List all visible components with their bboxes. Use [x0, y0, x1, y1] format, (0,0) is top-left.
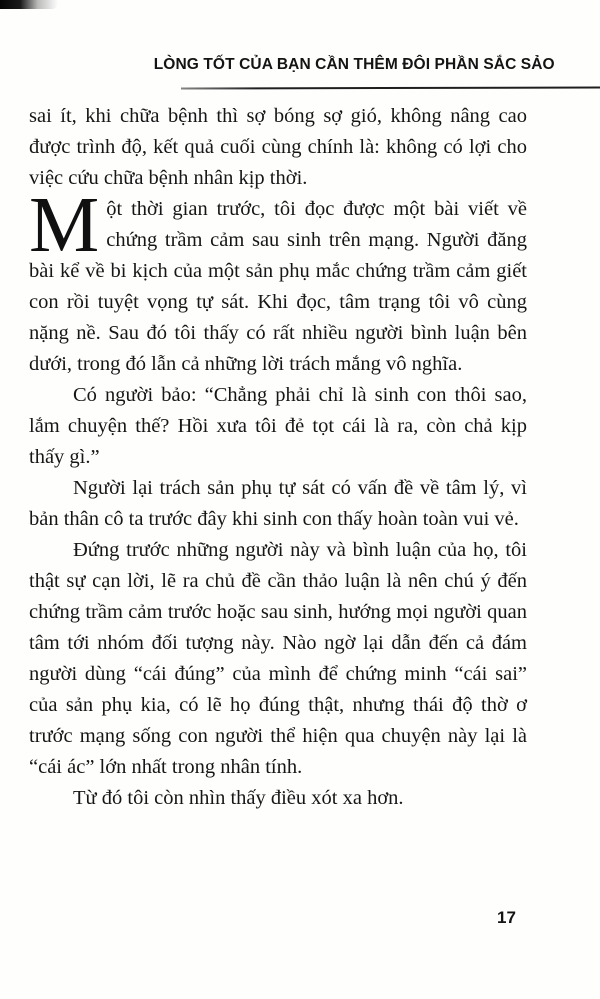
scan-smudge-artifact [0, 0, 58, 9]
drop-cap-letter: M [29, 182, 100, 269]
running-header: LÒNG TỐT CỦA BẠN CẦN THÊM ĐÔI PHẦN SẮC SẢO [153, 56, 555, 73]
paragraph-continuation: sai ít, khi chữa bệnh thì sợ bóng sợ gió, không nâng cao được trình độ, kết quả cuối cùng chính là: không có lợi cho việc cứu chữa bệnh nhân kịp thời. [29, 105, 527, 189]
paragraph: Từ đó tôi còn nhìn thấy điều xót xa hơn. [73, 787, 404, 809]
header-rule [181, 86, 600, 89]
paragraph-dropcap [29, 182, 527, 380]
paragraph: Có người bảo: “Chẳng phải chỉ là sinh con thôi sao, lắm chuyện thế? Hồi xưa tôi đẻ tọt cái là ra, còn chả kịp thấy gì.” [29, 384, 527, 468]
paragraph-dropcap-text: ột thời gian trước, tôi đọc được một bài viết về chứng trầm cảm sau sinh trên mạng. Người đăng bài kể về bi kịch của một sản phụ mắc chứng trầm cảm giết con rồi tuyệt vọng tự sát. Khi đọc, tâm trạng tôi vô cùng nặng nề. Sau đó tôi thấy có rất nhiều người bình luận bên dưới, trong đó lẫn cả những lời trách mắng vô nghĩa. [29, 198, 527, 375]
paragraph: Đứng trước những người này và bình luận của họ, tôi thật sự cạn lời, lẽ ra chủ đề cần thảo luận là nên chú ý đến chứng trầm cảm trước hoặc sau sinh, hướng mọi người quan tâm tới nhóm đối tượng này. Nào ngờ lại dẫn đến cả đám người dùng “cái đúng” của mình để chứng minh “cái sai” của sản phụ kia, có lẽ họ đúng thật, nhưng thái độ thờ ơ trước mạng sống con người thể hiện qua chuyện này lại là “cái ác” lớn nhất trong nhân tính. [29, 539, 527, 778]
body-text [29, 101, 527, 814]
page-number: 17 [497, 908, 516, 927]
paragraph: Người lại trách sản phụ tự sát có vấn đề về tâm lý, vì bản thân cô ta trước đây khi sinh con thấy hoàn toàn vui vẻ. [29, 477, 527, 530]
